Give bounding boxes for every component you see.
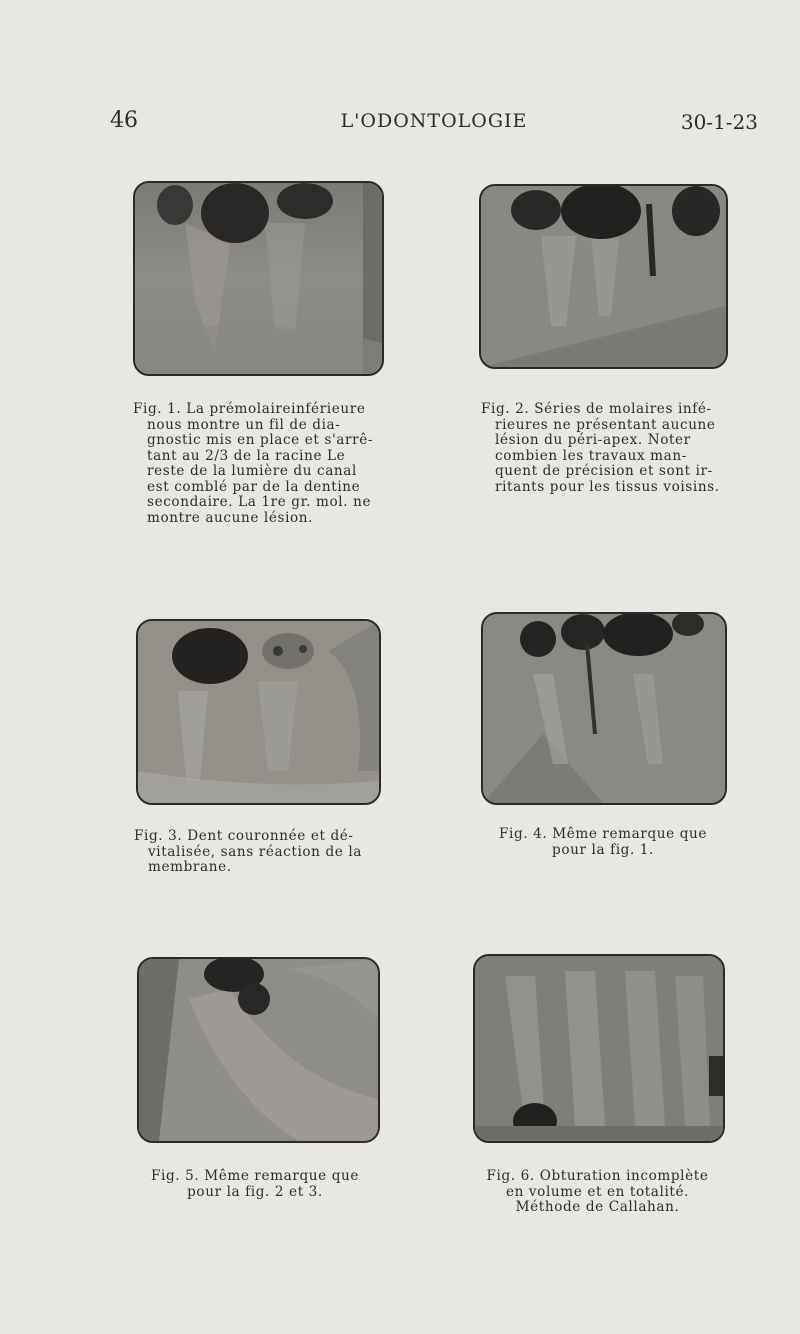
caption-fig6-line-1: Fig. 6. Obturation incomplète [486, 1168, 709, 1184]
caption-fig5-line-1: Fig. 5. Même remarque que [151, 1168, 359, 1184]
caption-fig2 [481, 402, 731, 495]
radiograph-fig4 [481, 612, 727, 805]
caption-fig5 [130, 1169, 380, 1200]
caption-fig3-line-1: Fig. 3. Dent couronnée et dé- [134, 828, 354, 844]
caption-fig1-line-7: secondaire. La 1re gr. mol. ne [147, 494, 372, 510]
page-number: 46 [110, 108, 138, 133]
caption-fig1-line-6: est comblé par de la dentine [147, 478, 361, 495]
caption-fig4 [478, 827, 728, 858]
caption-fig1-line-8: montre aucune lésion. [147, 509, 314, 526]
caption-fig4-line-1: Fig. 4. Même remarque que [499, 826, 707, 842]
journal-title: L'ODONTOLOGIE [340, 110, 528, 132]
caption-fig1-line-4: tant au 2/3 de la racine Le [147, 447, 346, 464]
caption-fig2-line-2: rieures ne présentant aucune [495, 416, 716, 433]
caption-fig1 [133, 402, 383, 526]
caption-fig1-line-2: nous montre un fil de dia- [147, 416, 341, 433]
caption-fig5-line-2: pour la fig. 2 et 3. [187, 1183, 323, 1200]
issue-date: 30-1-23 [680, 110, 758, 134]
caption-fig2-line-4: combien les travaux man- [495, 447, 687, 464]
caption-fig6-line-2: en volume et en totalité. [505, 1183, 690, 1200]
caption-fig4-line-2: pour la fig. 1. [552, 841, 654, 858]
caption-fig1-line-5: reste de la lumière du canal [147, 463, 357, 479]
radiograph-fig1 [133, 181, 384, 376]
radiograph-fig5 [137, 957, 380, 1143]
radiograph-fig2 [479, 184, 728, 369]
caption-fig6-line-3: Méthode de Callahan. [515, 1199, 680, 1215]
caption-fig1-line-3: gnostic mis en place et s'arrê- [147, 432, 374, 448]
caption-fig2-line-3: lésion du péri-apex. Noter [495, 432, 691, 448]
caption-fig6 [470, 1169, 725, 1216]
caption-fig2-line-1: Fig. 2. Séries de molaires infé- [481, 401, 712, 417]
radiograph-fig3 [136, 619, 381, 805]
radiograph-fig6 [473, 954, 725, 1143]
caption-fig2-line-6: ritants pour les tissus voisins. [495, 478, 720, 495]
caption-fig3 [134, 829, 380, 876]
caption-fig2-line-5: quent de précision et sont ir- [495, 463, 713, 479]
running-header [110, 108, 758, 148]
caption-fig3-line-2: vitalisée, sans réaction de la [148, 843, 362, 860]
caption-fig3-line-3: membrane. [148, 859, 232, 875]
caption-fig1-line-1: Fig. 1. La prémolaireinférieure [133, 401, 366, 417]
